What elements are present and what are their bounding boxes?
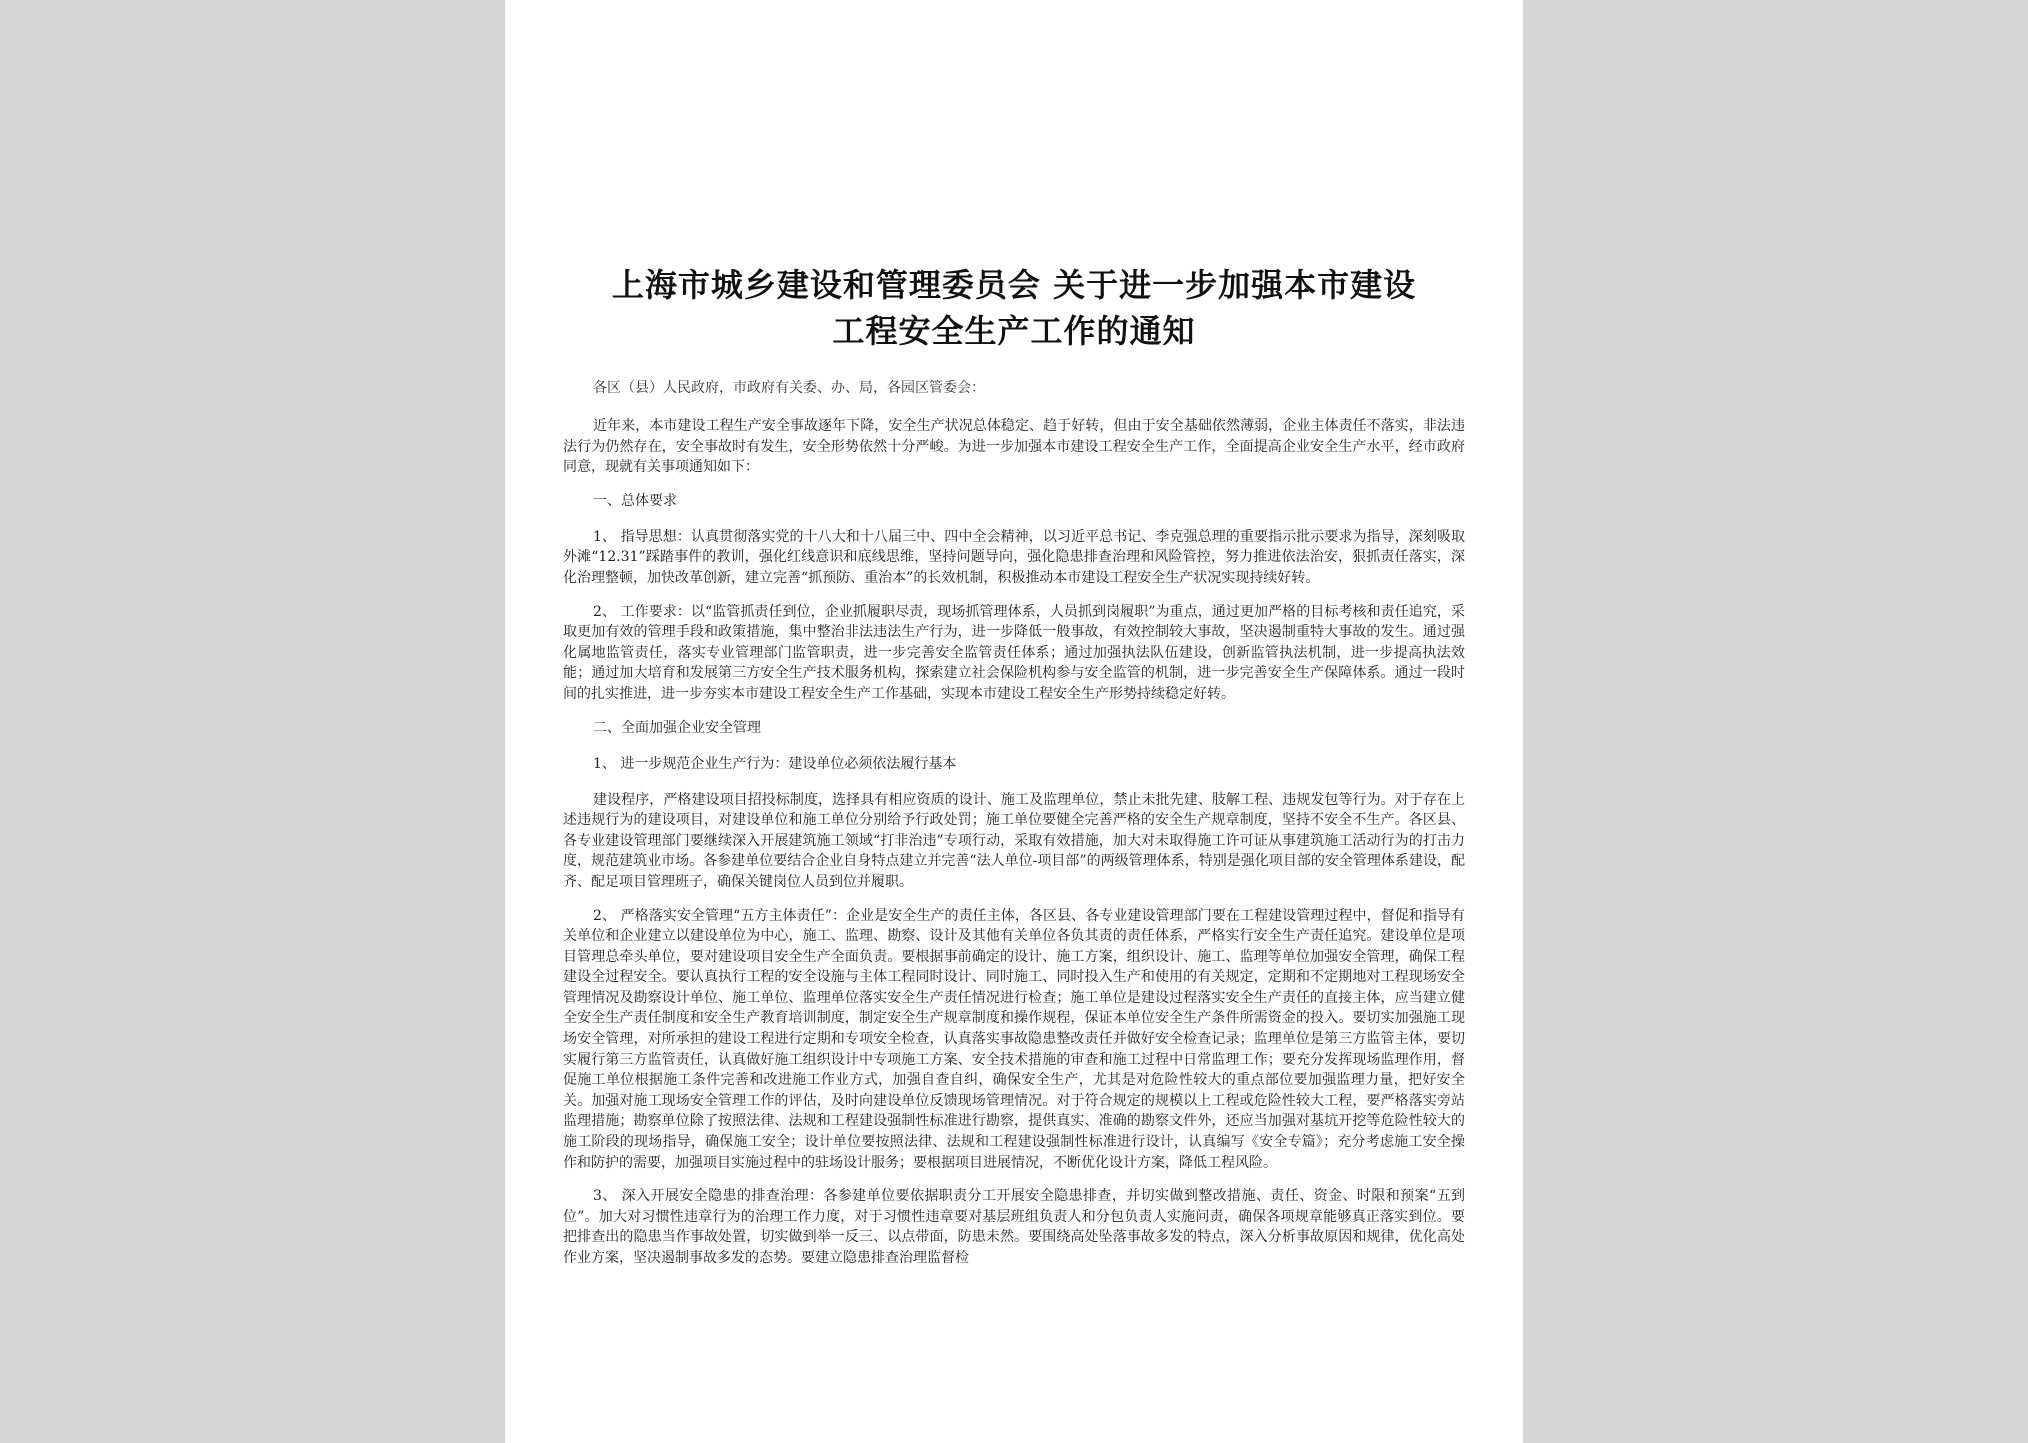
section-2-heading: 二、全面加强企业安全管理 — [593, 719, 761, 736]
section-1-paragraph-2: 2、 工作要求：以“监管抓责任到位，企业抓履职尽责，现场抓管理体系，人员抓到岗履职”为重点，通过更加严格的目标考核和责任追究，采取更加有效的管理手段和政策措施，集中整治非法违法生产行为，进一步降低一般事故，有效控制较大事故，坚决遏制重特大事故的发生。通过强化属地监管责任，落实专业管理部门监管职责，进一步完善安全监管责任体系；通过加强执法队伍建设，创新监管执法机制，进一步提高执法效能；通过加大培育和发展第三方安全生产技术服务机构，探索建立社会保险机构参与安全监管的机制，进一步完善安全生产保障体系。通过一段时间的扎实推进，进一步夯实本市建设工程安全生产工作基础，实现本市建设工程安全生产形势持续稳定好转。 — [563, 603, 1465, 702]
salutation: 各区（县）人民政府，市政府有关委、办、局，各园区管委会： — [593, 380, 985, 396]
document-page — [505, 0, 1523, 1443]
document-title — [563, 262, 1465, 354]
section-1-heading: 一、总体要求 — [593, 492, 677, 509]
title-line-1: 上海市城乡建设和管理委员会 关于进一步加强本市建设 — [611, 266, 1417, 304]
section-2-paragraph-1: 建设程序，严格建设项目招投标制度，选择具有相应资质的设计、施工及监理单位，禁止未批先建、肢解工程、违规发包等行为。对于存在上述违规行为的建设项目，对建设单位和施工单位分别给予行政处罚；施工单位要健全完善严格的安全生产规章制度，坚持不安全不生产。各区县、各专业建设管理部门要继续深入开展建筑施工领域“打非治违”专项行动，采取有效措施，加大对未取得施工许可证从事建筑施工活动行为的打击力度，规范建筑业市场。各参建单位要结合企业自身特点建立并完善“法人单位-项目部”的两级管理体系，特别是强化项目部的安全管理体系建设，配齐、配足项目管理班子，确保关键岗位人员到位并履职。 — [563, 791, 1465, 890]
section-2-paragraph-2: 2、 严格落实安全管理“五方主体责任”：企业是安全生产的责任主体，各区县、各专业建设管理部门要在工程建设管理过程中，督促和指导有关单位和企业建立以建设单位为中心，施工、监理、勘察、设计及其他有关单位各负其责的责任体系，严格实行安全生产责任追究。建设单位是项目管理总牵头单位，要对建设项目安全生产全面负责。要根据事前确定的设计、施工方案，组织设计、施工、监理等单位加强安全管理，确保工程建设全过程安全。要认真执行工程的安全设施与主体工程同时设计、同时施工、同时投入生产和使用的有关规定，定期和不定期地对工程现场安全管理情况及勘察设计单位、施工单位、监理单位落实安全生产责任情况进行检查；施工单位是建设过程落实安全生产责任的直接主体，应当建立健全安全生产责任制度和安全生产教育培训制度，制定安全生产规章制度和操作规程，保证本单位安全生产条件所需资金的投入。要切实加强施工现场安全管理，对所承担的建设工程进行定期和专项安全检查，认真落实事故隐患整改责任并做好安全检查记录；监理单位是第三方监管主体，要切实履行第三方监管责任，认真做好施工组织设计中专项施工方案、安全技术措施的审查和施工过程中日常监理工作；要充分发挥现场监理作用，督促施工单位根据施工条件完善和改进施工作业方式，加强自查自纠，确保安全生产，尤其是对危险性较大的重点部位要加强监理力量，把好安全关。加强对施工现场安全管理工作的评估，及时向建设单位反馈现场管理情况。对于符合规定的规模以上工程或危险性较大工程，要严格落实旁站监理措施；勘察单位除了按照法律、法规和工程建设强制性标准进行勘察，提供真实、准确的勘察文件外，还应当加强对基坑开挖等危险性较大的施工阶段的现场指导，确保施工安全；设计单位要按照法律、法规和工程建设强制性标准进行设计，认真编写《安全专篇》；充分考虑施工安全操作和防护的需要，加强项目实施过程中的驻场设计服务；要根据项目进展情况，不断优化设计方案，降低工程风险。 — [563, 907, 1465, 1171]
section-2-paragraph-3: 3、 深入开展安全隐患的排查治理：各参建单位要依据职责分工开展安全隐患排查，并切实做到整改措施、责任、资金、时限和预案“五到位”。加大对习惯性违章行为的治理工作力度，对于习惯性违章要对基层班组负责人和分包负责人实施问责，确保各项规章能够真正落实到位。要把排查出的隐患当作事故处置，切实做到举一反三、以点带面，防患未然。要围绕高处坠落事故多发的特点，深入分析事故原因和规律，优化高处作业方案，坚决遏制事故多发的态势。要建立隐患排查治理监督检 — [563, 1188, 1465, 1266]
section-2-subheading-1: 1、 进一步规范企业生产行为：建设单位必须依法履行基本 — [593, 755, 957, 772]
title-line-2: 工程安全生产工作的通知 — [832, 312, 1196, 350]
section-1-paragraph-1: 1、 指导思想：认真贯彻落实党的十八大和十八届三中、四中全会精神，以习近平总书记、李克强总理的重要指示批示要求为指导，深刻吸取外滩“12.31”踩踏事件的教训，强化红线意识和底线思维，坚持问题导向，强化隐患排查治理和风险管控，努力推进依法治安，狠抓责任落实，深化治理整顿，加快改革创新，建立完善“抓预防、重治本”的长效机制，积极推动本市建设工程安全生产状况实现持续好转。 — [563, 528, 1465, 586]
intro-paragraph: 近年来，本市建设工程生产安全事故逐年下降，安全生产状况总体稳定、趋于好转，但由于安全基础依然薄弱，企业主体责任不落实，非法违法行为仍然存在，安全事故时有发生，安全形势依然十分严峻。为进一步加强本市建设工程安全生产工作，全面提高企业安全生产水平，经市政府同意，现就有关事项通知如下： — [563, 418, 1465, 476]
